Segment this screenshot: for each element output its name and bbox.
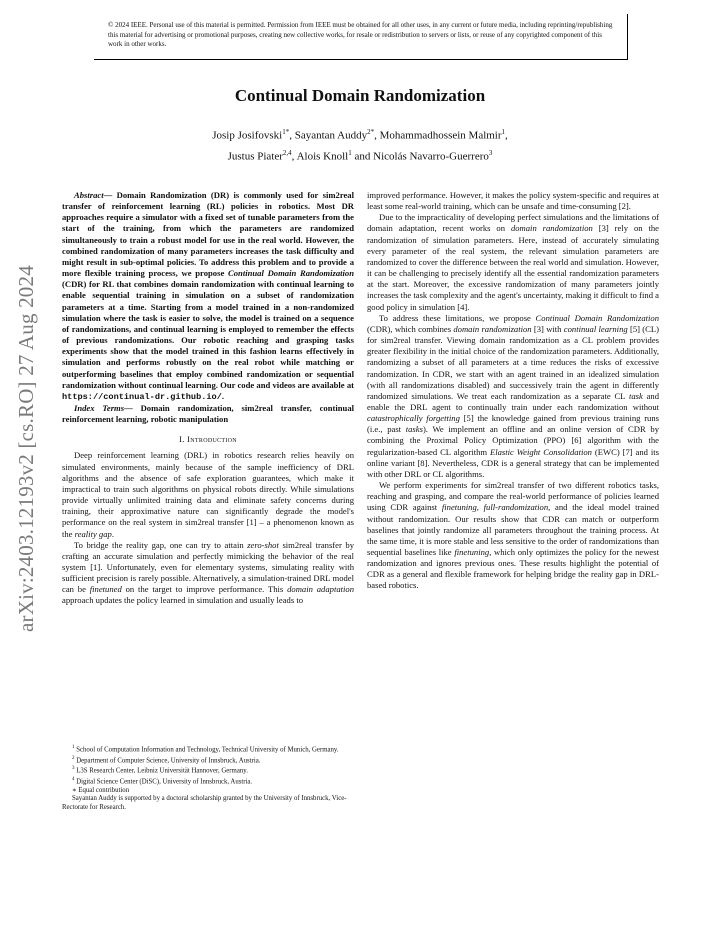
copyright-notice: [94, 14, 628, 60]
footnote: $^3$ L3S Research Center, Leibniz Universität Hannover, Germany.: [72, 766, 248, 775]
author-list: [0, 124, 720, 165]
author-line-1: Josip Josifovski$^{1*}$, Sayantan Auddy$^{2*}$, Mohammadhossein Malmir$^1$,: [212, 128, 508, 142]
intro-paragraph-6: We perform experiments for sim2real transfer of two different robotics tasks, reaching and grasping, and compare the real-world performance of policies learned using CDR against finetuning, full-randomization, and the ideal model trained without randomization. Our results show that CDR can match or outperform baselines that jointly randomize all parameters throughout the training process. At the same time, it is more stable and less sensitive to the order of randomizations than sequential baselines like finetuning, which only optimizes the policy for the newest randomization and ignores previous ones. These results highlight the potential of CDR as a general and flexible framework for helping bridge the reality gap in DRL-based robotics.: [367, 480, 659, 591]
author-name: Mohammadhossein Malmir: [379, 129, 502, 142]
author-affiliation: 2*: [367, 128, 375, 136]
footnote: ∗ Equal contribution: [72, 786, 130, 794]
index-terms: Index Terms— Domain randomization, sim2real transfer, continual reinforcement learning, robotic manipulation: [62, 402, 355, 425]
author-affiliation: 2,4: [282, 148, 292, 157]
author-line-2: Justus Piater$^{2,4}$, Alois Knoll$^1$ and Nicolás Navarro-Guerrero$^3$: [227, 148, 493, 163]
author-affiliation: 1*: [282, 128, 290, 136]
index-terms-label: Index Terms: [74, 402, 125, 413]
author-affiliation: 3: [488, 148, 493, 157]
section-heading: [62, 434, 354, 445]
abstract-label: Abstract: [74, 190, 104, 200]
intro-paragraph-3: improved performance. However, it makes the policy system-specific and requires at least some real-world training, which can be unsafe and time-consuming [2].: [367, 190, 659, 212]
intro-paragraph-5: To address these limitations, we propose Continual Domain Randomization (CDR), which combines domain randomization [3] with continual learning [5] (CL) for sim2real transfer. Viewing domain randomization as a CL problem provides greater flexibility in the initial choice of the randomization parameters. Additionally, randomizing a subset of all parameters at a time reduces the risks of excessive randomization. In CDR, we start with an agent trained in an idealized simulation (with all randomizations disabled) and successively train the agent in differently randomized simulations. We treat each randomization as a separate CL task and enable the DRL agent to continually train under each randomization without catastrophically forgetting [5] the knowledge gained from previous training runs (i.e., past tasks). We implement an offline and an online version of CDR by combining the Proximal Policy Optimization (PPO) [6] algorithm with the regularization-based CL algorithm Elastic Weight Consolidation (EWC) [7] and its online variant [8]. Nevertheless, CDR is a general strategy that can be implemented with other DRL or CL algorithms.: [367, 312, 660, 479]
author-affiliation: 1: [501, 128, 506, 136]
author-affiliation: 1: [348, 148, 352, 157]
author-name: Josip Josifovski: [212, 129, 283, 142]
right-column: [367, 190, 659, 592]
paper-title: Continual Domain Randomization: [234, 86, 486, 105]
footnote: $^4$ Digital Science Center (DiSC), University of Innsbruck, Austria.: [72, 777, 253, 786]
intro-paragraph-4: Due to the impracticality of developing perfect simulations and the limitations of domain adaptation, recent works on domain randomization [3] rely on the randomization of simulation parameters. Here, instead of accurately simulating every parameter of the real system, the relevant simulation parameters are randomized to cover the difference between the real world and simulation. However, it can be challenging to precisely identify all the essential randomization parameters at the start. Moreover, the excessive randomization of many parameters jointly increases the task complexity and the agent's uncertainty, making it difficult to find a good policy in simulation [4].: [367, 212, 659, 312]
author-name: Sayantan Auddy: [294, 129, 368, 142]
intro-paragraph-1: Deep reinforcement learning (DRL) in robotics research relies heavily on simulated environments, mainly because of the sample inefficiency of DRL algorithms and the absence of safe exploration guarantees, which make it impractical to train such algorithms on physical robots directly. While simulations provide virtually unlimited training data and eliminate safety concerns during training, their approximative nature can significantly degrade the model's performance on the real system in sim2real transfer [1] – a phenomenon known as the reality gap.: [62, 450, 354, 539]
author-name: Justus Piater: [227, 150, 283, 163]
code-url-link[interactable]: https://continual-dr.github.io/: [62, 391, 222, 402]
footnote: $^2$ Department of Computer Science, University of Innsbruck, Austria.: [72, 755, 261, 764]
abstract: Abstract— Domain Randomization (DR) is commonly used for sim2real transfer of reinforcement learning (RL) policies in robotics. Most DR approaches require a simulator with a fixed set of tunable parameters from the start of the training, from which the parameters are randomized simultaneously to train a robust model for use in the real world. However, the combined randomization of many parameters increases the task difficulty and might result in sub-optimal policies. To address this problem and to provide a more flexible training process, we propose Continual Domain Randomization (CDR) for RL that combines domain randomization with continual learning to enable sequential training in simulation on a subset of randomization parameters at a time. Starting from a model trained in a non-randomized simulation where the task is easier to solve, the model is trained on a sequence of randomizations, and continual learning is employed to remember the effects of previous randomizations. Our robotic reaching and grasping tasks experiments show that the model trained in this fashion learns effectively in simulation and performs robustly on the real robot while matching or outperforming baselines that employ combined randomization or sequential randomization without continual learning. Our code and videos are available at https://continual-dr.github.io/.: [62, 190, 354, 402]
author-name: Nicolás Navarro-Guerrero: [373, 150, 489, 163]
section-number: I.: [179, 434, 185, 445]
footnotes: [62, 744, 354, 812]
footnote: Sayantan Auddy is supported by a doctoral scholarship granted by the University of Innsbruck, Vice-Rectorate for Research.: [62, 795, 347, 811]
intro-paragraph-2: To bridge the reality gap, one can try to attain zero-shot sim2real transfer by crafting an accurate simulation and perfectly mimicking the behavior of the real system [1]. Unfortunately, even for elementary systems, simulating reality with sufficient precision is rarely possible. Alternatively, a simulation-trained DRL model can be finetuned on the target to improve performance. This domain adaptation approach updates the policy learned in simulation and usually leads to: [62, 539, 355, 606]
copyright-text: © 2024 IEEE. Personal use of this material is permitted. Permission from IEEE must be obtained for all other uses, in any current or future media, including reprinting/republishing this material for advertising or promotional purposes, creating new collective works, for resale or redistribution to servers or lists, or reuse of any copyrighted component of this work in other works.: [108, 21, 613, 49]
footnote: $^1$ School of Computation Information and Technology, Technical University of Munich, Germany.: [72, 745, 339, 754]
arxiv-identifier: arXiv:2403.12193v2 [cs.RO] 27 Aug 2024: [14, 265, 38, 632]
author-name: Alois Knoll: [296, 150, 349, 163]
left-column: [62, 190, 354, 607]
section-title: Introduction: [187, 434, 237, 445]
